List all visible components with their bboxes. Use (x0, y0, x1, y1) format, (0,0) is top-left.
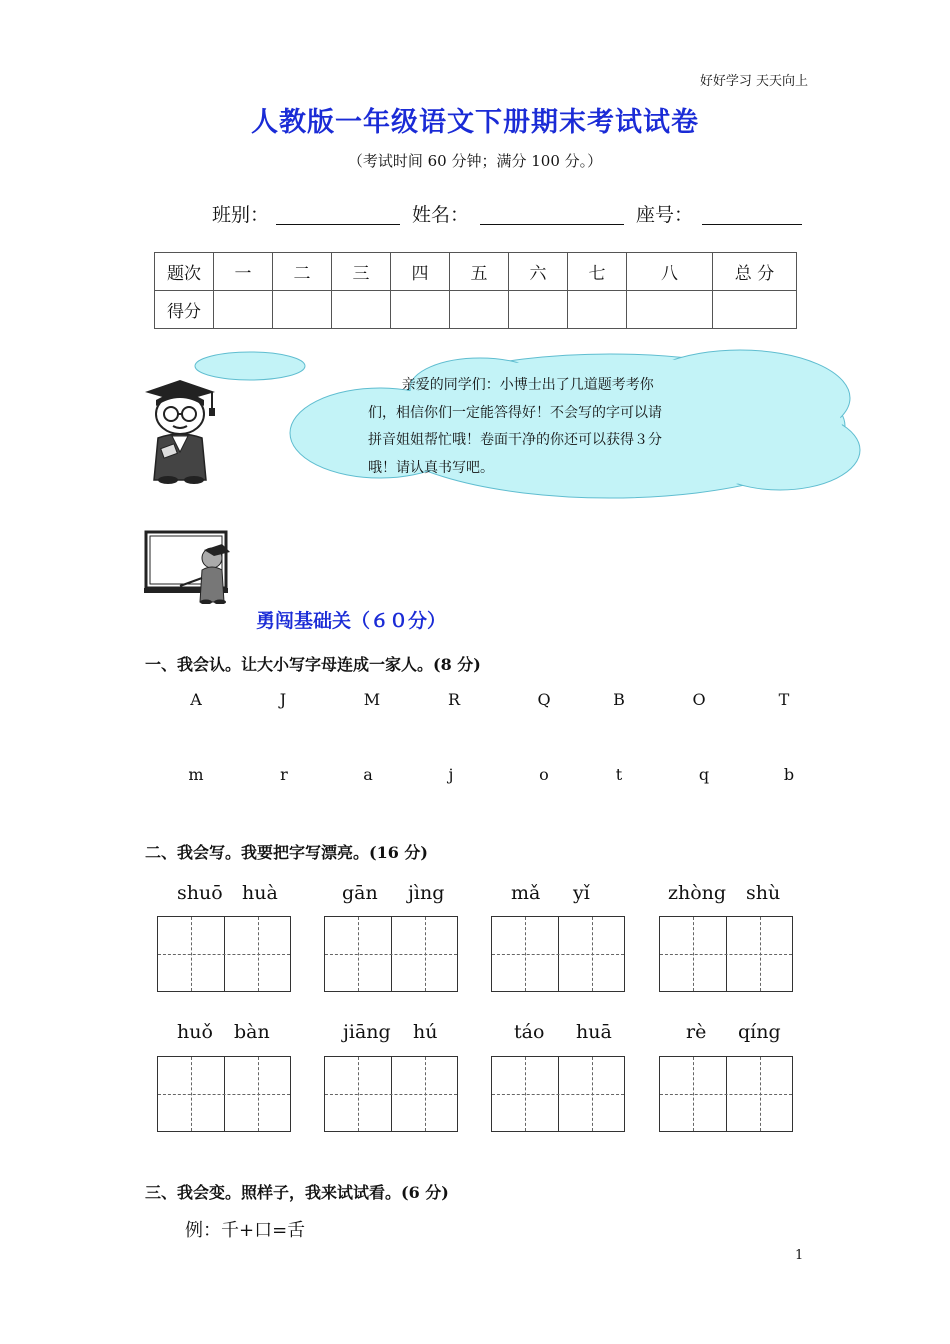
score-cell[interactable] (273, 291, 332, 329)
table-header-cell: 总 分 (713, 253, 797, 291)
pinyin-text: mǎ (511, 882, 541, 904)
pinyin-text: zhòng (668, 882, 727, 904)
question-2-title: 二、我会写。我要把字写漂亮。(16 分) (145, 843, 428, 862)
score-cell[interactable] (627, 291, 713, 329)
score-table (154, 252, 797, 329)
writing-grid[interactable] (157, 1056, 291, 1132)
uppercase-letter[interactable]: R (447, 690, 461, 709)
intro-line: 们，相信你们一定能答得好！不会写的字可以请 (368, 404, 662, 421)
table-header-cell: 一 (214, 253, 273, 291)
section-title: 勇闯基础关（６０分） (256, 610, 447, 632)
writing-grid[interactable] (157, 916, 291, 992)
uppercase-letter[interactable]: T (778, 690, 790, 709)
lowercase-letter[interactable]: b (783, 765, 795, 784)
question-1-title: 一、我会认。让大小写字母连成一家人。(8 分) (145, 655, 481, 674)
intro-line: 拼音姐姐帮忙哦！卷面干净的你还可以获得３分 (368, 432, 662, 448)
table-header-cell: 六 (509, 253, 568, 291)
pinyin-text: jìng (408, 882, 445, 904)
pinyin-text: gān (342, 882, 378, 904)
pinyin-text: qíng (738, 1021, 781, 1043)
intro-line: 哦！请认真书写吧。 (368, 459, 494, 476)
class-label: 班别： (212, 204, 270, 226)
score-cell[interactable] (713, 291, 797, 329)
writing-grid[interactable] (659, 1056, 793, 1132)
seat-field[interactable] (702, 204, 802, 225)
intro-text (368, 372, 748, 482)
pinyin-text: huǒ (177, 1021, 213, 1043)
pinyin-text: shù (746, 882, 781, 904)
score-cell[interactable] (509, 291, 568, 329)
page-title: 人教版一年级语文下册期末考试试卷 (251, 107, 699, 138)
writing-grid[interactable] (659, 916, 793, 992)
lowercase-letter[interactable]: t (615, 765, 623, 784)
name-field[interactable] (480, 204, 624, 225)
lowercase-letter[interactable]: r (280, 765, 288, 784)
uppercase-letter[interactable]: J (279, 690, 287, 709)
blackboard-teacher-icon (144, 530, 236, 604)
table-header-cell: 三 (332, 253, 391, 291)
class-field[interactable] (276, 204, 400, 225)
writing-grid[interactable] (324, 916, 458, 992)
score-cell[interactable] (568, 291, 627, 329)
uppercase-letter[interactable]: M (363, 690, 381, 709)
pinyin-text: jiāng (343, 1021, 391, 1043)
seat-label: 座号： (636, 204, 694, 226)
pinyin-text: rè (686, 1021, 707, 1043)
lowercase-letter[interactable]: m (188, 765, 204, 784)
table-header-cell: 四 (391, 253, 450, 291)
question-3-title: 三、我会变。照样子，我来试试看。(6 分) (145, 1183, 449, 1202)
pinyin-text: táo (514, 1021, 545, 1043)
lowercase-letter[interactable]: a (363, 765, 373, 784)
score-cell[interactable] (214, 291, 273, 329)
exam-subtitle: （考试时间 60 分钟；满分 100 分。） (347, 152, 603, 170)
uppercase-letter[interactable]: B (613, 690, 625, 709)
lowercase-letter[interactable]: q (698, 765, 710, 784)
table-header-cell: 二 (273, 253, 332, 291)
uppercase-letter[interactable]: O (692, 690, 706, 709)
writing-grid[interactable] (491, 1056, 625, 1132)
pinyin-text: shuō (177, 882, 223, 904)
table-row (155, 291, 797, 329)
table-header-cell: 五 (450, 253, 509, 291)
pinyin-text: huā (576, 1021, 612, 1043)
uppercase-letter[interactable]: A (190, 690, 202, 709)
table-row (155, 253, 797, 291)
table-header-cell: 题次 (155, 253, 214, 291)
pinyin-text: hú (413, 1021, 438, 1043)
name-label: 姓名： (412, 204, 470, 226)
score-cell[interactable] (391, 291, 450, 329)
pinyin-text: yǐ (573, 882, 590, 904)
pinyin-text: huà (242, 882, 278, 904)
table-header-cell: 八 (627, 253, 713, 291)
example-text: 例：千+口=舌 (185, 1220, 306, 1241)
lowercase-letter[interactable]: j (448, 765, 454, 784)
intro-line: 亲爱的同学们：小博士出了几道题考考你 (368, 377, 654, 393)
table-row-label: 得分 (155, 291, 214, 329)
writing-grid[interactable] (324, 1056, 458, 1132)
uppercase-letter[interactable]: Q (537, 690, 551, 709)
score-cell[interactable] (332, 291, 391, 329)
pinyin-text: bàn (234, 1021, 270, 1043)
page-number: 1 (795, 1248, 804, 1263)
lowercase-letter[interactable]: o (539, 765, 549, 784)
score-cell[interactable] (450, 291, 509, 329)
table-header-cell: 七 (568, 253, 627, 291)
header-motto: 好好学习 天天向上 (699, 74, 808, 89)
writing-grid[interactable] (491, 916, 625, 992)
doctor-character-icon (140, 376, 220, 484)
